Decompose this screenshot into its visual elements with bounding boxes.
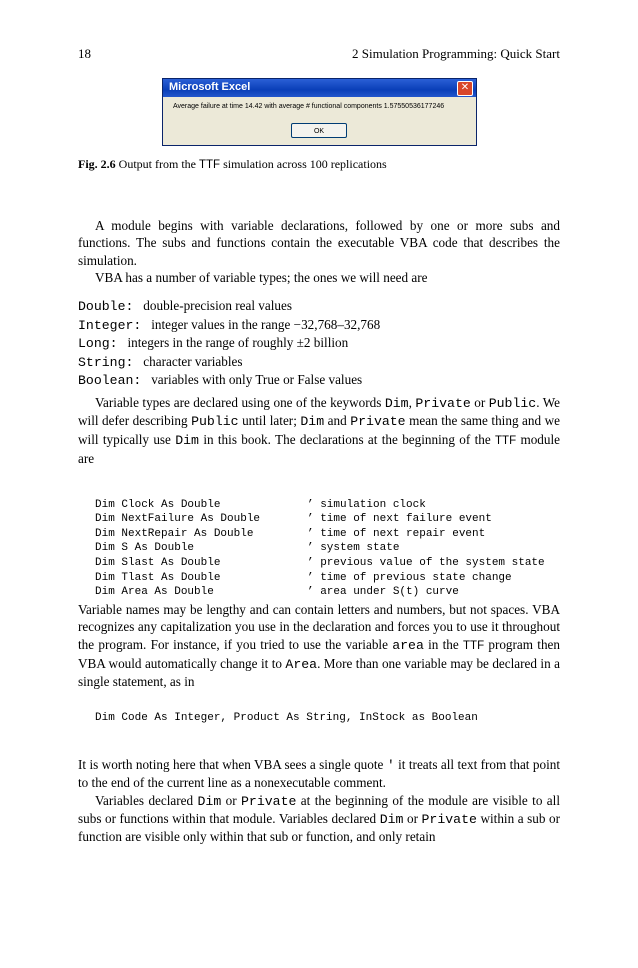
keyword-private: Private [350, 414, 406, 430]
dialog-title-bar[interactable] [163, 79, 476, 97]
type-name: Long: [78, 336, 118, 351]
type-row [78, 316, 560, 335]
text-run: or [403, 810, 422, 826]
type-name: Double: [78, 299, 134, 314]
type-name: Boolean: [78, 373, 142, 388]
keyword-public: Public [191, 414, 239, 430]
figure-caption [78, 157, 387, 172]
type-row [78, 334, 560, 353]
paragraph-keywords [78, 394, 560, 467]
type-desc: integers in the range of roughly ±2 billion [127, 335, 349, 350]
figure-label: Fig. 2.6 [78, 157, 116, 171]
type-desc: character variables [143, 353, 243, 369]
code-line: Dim Slast As Double ’ previous value of the system state [95, 556, 545, 569]
text-run: Variable names may be lengthy and can contain letters and numbers, but not spaces. VBA recognizes any capitalization you use in the declaration and forces you to use it throughout the program. For instance, if you tried to use the variable [78, 602, 560, 652]
text-run: Variables declared [95, 792, 198, 808]
keyword-private: Private [415, 396, 471, 411]
text-run: until later; [238, 413, 301, 429]
running-title: 2 Simulation Programming: Quick Start [352, 46, 560, 61]
excel-message-dialog [162, 78, 477, 146]
caption-ttf: TTF [199, 159, 221, 171]
code-line: Dim Clock As Double ’ simulation clock [95, 498, 426, 511]
dialog-message: Average failure at time 14.42 with average # functional components 1.57550536177246 [173, 103, 445, 110]
type-name: String: [78, 354, 134, 370]
type-name: Integer: [78, 317, 142, 333]
text-run: within a sub or function are visible only within that sub or function, and only retain [78, 810, 560, 845]
keyword-private: Private [241, 793, 297, 809]
keyword-area: Area [285, 656, 318, 672]
text-run: or [470, 395, 489, 410]
page-number: 18 [78, 46, 91, 61]
close-icon[interactable]: ✕ [457, 81, 473, 96]
text-run: in this book. The declarations at the beginning of the [198, 431, 496, 447]
running-header [78, 46, 560, 66]
dialog-title: Microsoft Excel [169, 81, 251, 93]
paragraph-variable-names [78, 601, 560, 690]
caption-text-before: Output from the [118, 157, 199, 171]
ok-button[interactable]: OK [291, 123, 347, 138]
type-row [78, 371, 560, 390]
paragraph-types-intro: VBA has a number of variable types; the ones we will need are [95, 269, 428, 285]
keyword-private: Private [421, 811, 477, 827]
variable-types-list [78, 297, 560, 390]
text-run: module are [78, 431, 560, 466]
text-run: program then VBA would automatically change it to [78, 636, 560, 671]
keyword-dim: Dim [300, 414, 325, 430]
caption-text-after: simulation across 100 replications [220, 157, 387, 171]
text-run: It is worth noting here that when VBA sees a single quote [78, 757, 387, 772]
paragraph-module: A module begins with variable declarations, followed by one or more subs and functions. The subs and functions contain the executable VBA code that describes the simulation. [78, 218, 560, 268]
code-line: Dim NextRepair As Double ’ time of next repair event [95, 527, 486, 540]
text-run: . More than one variable may be declared in a single statement, as in [78, 655, 560, 690]
keyword-dim: Dim [197, 793, 222, 809]
type-desc: variables with only True or False values [151, 372, 363, 387]
text-run: . We will defer describing [78, 395, 561, 429]
keyword-dim: Dim [175, 432, 199, 448]
body-text-block-comments [78, 756, 560, 845]
text-run: mean the same thing and we will typically use [78, 413, 560, 447]
paragraph-comment [78, 756, 560, 792]
keyword-public: Public [488, 396, 537, 411]
keyword-dim: Dim [379, 811, 404, 827]
type-row [78, 297, 560, 316]
text-run: , [408, 395, 416, 410]
code-line: Dim Tlast As Double ’ time of previous state change [95, 571, 512, 584]
text-run: in the [423, 636, 464, 652]
code-line: Dim S As Double ’ system state [95, 542, 400, 555]
keyword-dim: Dim [384, 396, 409, 411]
text-run: or [221, 792, 242, 808]
ttf-label: TTF [495, 434, 517, 447]
ttf-label: TTF [463, 639, 485, 652]
paragraph-scope [78, 792, 560, 846]
text-run: Variable types are declared using one of the keywords [95, 395, 385, 410]
type-desc: integer values in the range −32,768–32,768 [151, 316, 381, 332]
text-run: it treats all text from that point to the end of the current line as a nonexecutable comment. [78, 757, 560, 791]
text-run: and [324, 413, 351, 429]
code-line: Dim NextFailure As Double ’ time of next failure event [95, 513, 492, 526]
code-multi-declaration: Dim Code As Integer, Product As String, InStock as Boolean [95, 712, 478, 724]
text-run: at the beginning of the module are visible to all subs or functions within that module. Variables declared [78, 792, 560, 826]
keyword-quote: ' [386, 758, 395, 773]
body-text-block-1 [78, 217, 560, 286]
type-desc: double-precision real values [143, 298, 292, 313]
keyword-area: area [392, 637, 424, 653]
type-row [78, 353, 560, 372]
code-line: Dim Area As Double ’ area under S(t) curve [95, 586, 459, 599]
